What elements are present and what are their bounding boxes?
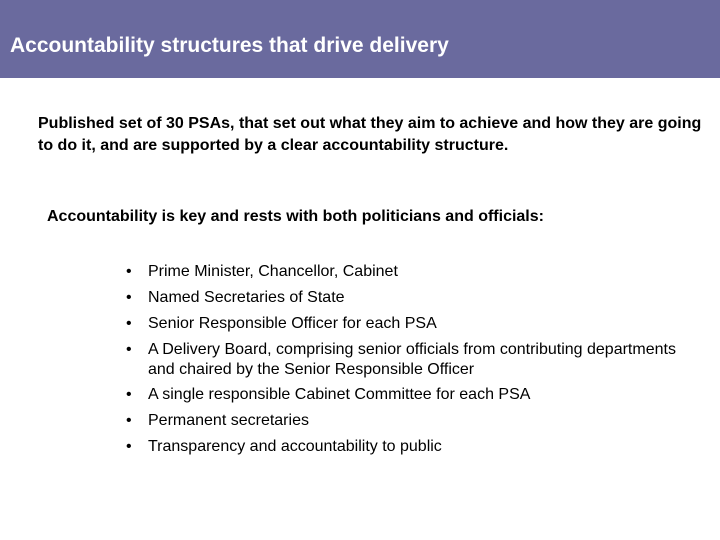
bullet-text: Prime Minister, Chancellor, Cabinet bbox=[148, 263, 398, 280]
bullet-item bbox=[126, 262, 686, 282]
bullet-text: Named Secretaries of State bbox=[148, 289, 345, 306]
bullet-text: A Delivery Board, comprising senior officials from contributing departments and chaired by the Senior Responsible Officer bbox=[148, 341, 676, 378]
bullet-item bbox=[126, 340, 686, 380]
bullet-item bbox=[126, 411, 686, 431]
bullet-marker: • bbox=[126, 412, 132, 429]
bullet-text: Senior Responsible Officer for each PSA bbox=[148, 315, 437, 332]
title-bar bbox=[0, 0, 720, 78]
intro-paragraph: Published set of 30 PSAs, that set out what they aim to achieve and how they are going to do it, and are supported by a clear accountability structure. bbox=[38, 115, 702, 154]
bullet-text: A single responsible Cabinet Committee for each PSA bbox=[148, 386, 531, 403]
bullet-marker: • bbox=[126, 438, 132, 455]
bullet-item bbox=[126, 385, 686, 405]
bullet-item bbox=[126, 314, 686, 334]
bullet-item bbox=[126, 288, 686, 308]
bullet-marker: • bbox=[126, 341, 132, 358]
bullet-marker: • bbox=[126, 263, 132, 280]
bullet-item bbox=[126, 437, 686, 457]
accountability-subheading: Accountability is key and rests with both politicians and officials: bbox=[47, 208, 544, 225]
accountability-bullet-list bbox=[126, 262, 686, 463]
bullet-marker: • bbox=[126, 386, 132, 403]
bullet-marker: • bbox=[126, 315, 132, 332]
bullet-text: Transparency and accountability to public bbox=[148, 438, 442, 455]
bullet-text: Permanent secretaries bbox=[148, 412, 309, 429]
bullet-marker: • bbox=[126, 289, 132, 306]
slide-title: Accountability structures that drive delivery bbox=[10, 34, 449, 57]
